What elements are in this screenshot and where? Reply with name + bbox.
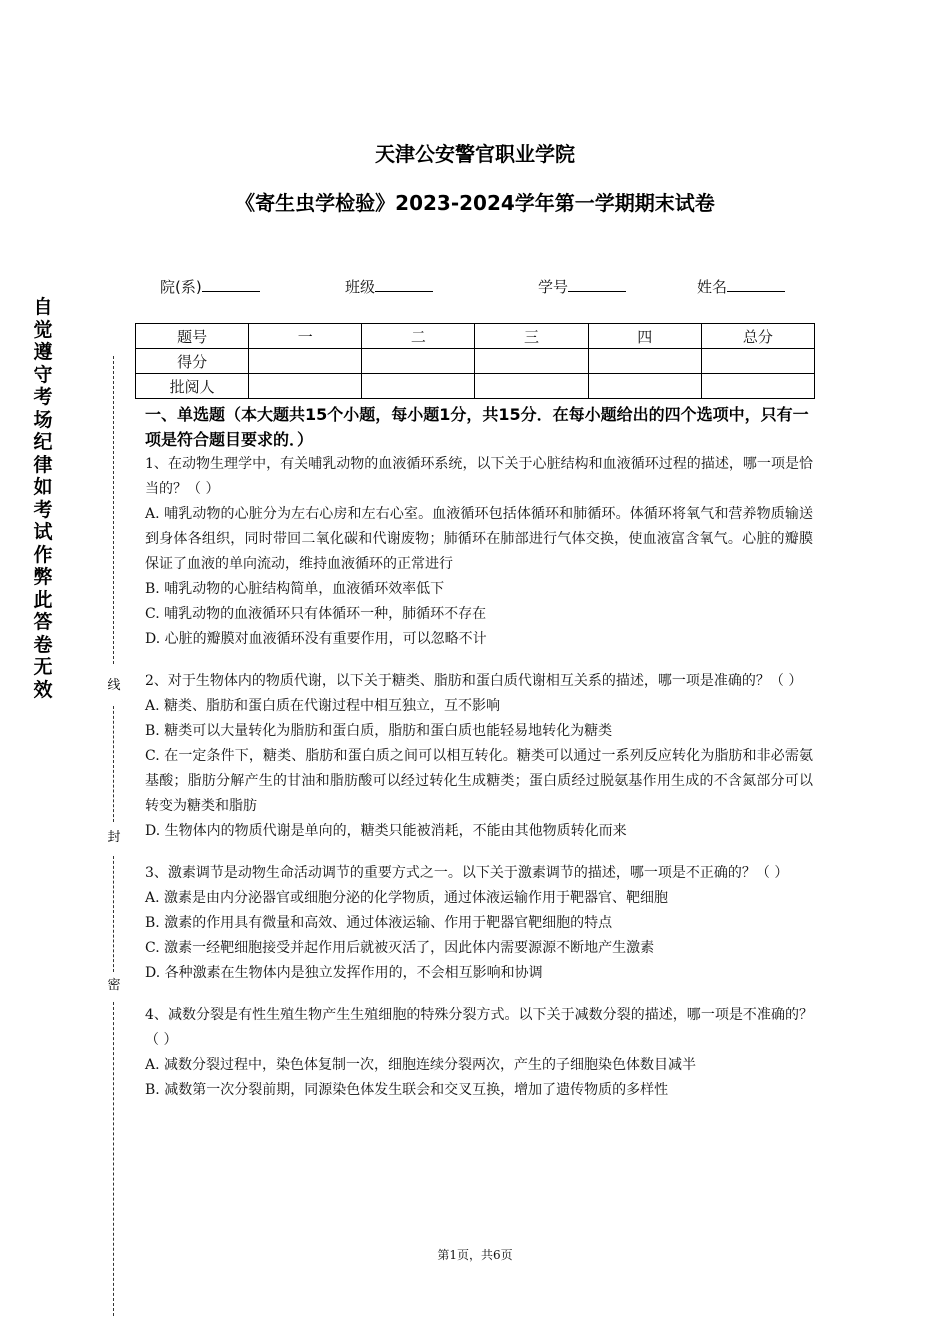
score-header-cell: 三: [475, 324, 588, 349]
question-option: A. 哺乳动物的心脏分为左右心房和左右心室。血液循环包括体循环和肺循环。体循环将氧气和营养物质输送到身体各组织，同时带回二氧化碳和代谢废物；肺循环在肺部进行气体交换，使血液富含氧气。心脏的瓣膜保证了血液的单向流动，维持血液循环的正常进行: [145, 506, 813, 572]
question-option: A. 糖类、脂肪和蛋白质在代谢过程中相互独立，互不影响: [145, 698, 501, 714]
question-option: B. 减数第一次分裂前期，同源染色体发生联会和交叉互换，增加了遗传物质的多样性: [145, 1082, 669, 1098]
question-option: D. 各种激素在生物体内是独立发挥作用的，不会相互影响和协调: [145, 965, 543, 981]
section-heading: 一、单选题（本大题共15个小题，每小题1分，共15分．在每小题给出的四个选项中，只有一项是符合题目要求的．）: [145, 405, 809, 449]
student-id-field: [538, 275, 626, 297]
question-4: [145, 1003, 813, 1103]
question-option: B. 糖类可以大量转化为脂肪和蛋白质，脂肪和蛋白质也能轻易地转化为糖类: [145, 723, 613, 739]
question-option: D. 生物体内的物质代谢是单向的，糖类只能被消耗，不能由其他物质转化而来: [145, 823, 627, 839]
question-stem: 3、激素调节是动物生命活动调节的重要方式之一。以下关于激素调节的描述，哪一项是不正确的？（ ）: [145, 865, 789, 881]
student-info-row: [0, 275, 950, 299]
score-header-cell: 四: [588, 324, 701, 349]
seal-line-dash: [113, 1002, 114, 1316]
question-3: [145, 861, 813, 986]
name-label: 姓名: [697, 278, 728, 296]
score-cell: [588, 349, 701, 374]
score-cell: [475, 374, 588, 399]
class-label: 班级: [345, 278, 376, 296]
seal-char-line: 线: [107, 678, 121, 693]
name-field: [697, 275, 785, 297]
question-option: A. 激素是由内分泌器官或细胞分泌的化学物质，通过体液运输作用于靶器官、靶细胞: [145, 890, 669, 906]
score-row-label: 得分: [136, 349, 249, 374]
score-row-label: 批阅人: [136, 374, 249, 399]
exam-title: 《寄生虫学检验》2023-2024学年第一学期期末试卷: [235, 191, 715, 215]
question-option: B. 哺乳动物的心脏结构简单，血液循环效率低下: [145, 581, 445, 597]
score-cell: [701, 349, 814, 374]
question-option: B. 激素的作用具有微量和高效、通过体液运输、作用于靶器官靶细胞的特点: [145, 915, 613, 931]
page-number: 第1页，共6页: [437, 1248, 513, 1262]
score-cell: [475, 349, 588, 374]
score-table-header-row: [136, 324, 815, 349]
score-table-row: [136, 349, 815, 374]
seal-char-seal: 封: [107, 830, 121, 845]
score-table: [135, 323, 815, 399]
student-id-blank: [568, 275, 626, 292]
question-stem: 2、对于生物体内的物质代谢，以下关于糖类、脂肪和蛋白质代谢相互关系的描述，哪一项是准确的？（ ）: [145, 673, 803, 689]
score-table-row: [136, 374, 815, 399]
exam-content: [145, 402, 813, 1103]
score-cell: [362, 374, 475, 399]
student-id-label: 学号: [538, 278, 569, 296]
question-option: C. 哺乳动物的血液循环只有体循环一种，肺循环不存在: [145, 606, 487, 622]
question-option: D. 心脏的瓣膜对血液循环没有重要作用，可以忽略不计: [145, 631, 487, 647]
score-header-cell: 二: [362, 324, 475, 349]
seal-line-dash: [113, 706, 114, 822]
exam-discipline-warning: 自觉遵守考场纪律如考试作弊此答卷无效: [33, 296, 53, 701]
score-header-cell: 题号: [136, 324, 249, 349]
question-stem: 1、在动物生理学中，有关哺乳动物的血液循环系统，以下关于心脏结构和血液循环过程的描述，哪一项是恰当的？（ ）: [145, 456, 813, 497]
question-option: A. 减数分裂过程中，染色体复制一次，细胞连续分裂两次，产生的子细胞染色体数目减半: [145, 1057, 697, 1073]
dept-blank: [202, 275, 260, 292]
score-cell: [588, 374, 701, 399]
question-2: [145, 669, 813, 844]
class-field: [345, 275, 433, 297]
seal-line-dash: [113, 356, 114, 664]
dept-field: [160, 275, 260, 297]
score-header-cell: 总分: [701, 324, 814, 349]
score-cell: [362, 349, 475, 374]
question-option: C. 激素一经靶细胞接受并起作用后就被灭活了，因此体内需要源源不断地产生激素: [145, 940, 655, 956]
name-blank: [727, 275, 785, 292]
class-blank: [375, 275, 433, 292]
score-cell: [701, 374, 814, 399]
question-stem: 4、减数分裂是有性生殖生物产生生殖细胞的特殊分裂方式。以下关于减数分裂的描述，哪一项是不准确的？（ ）: [145, 1007, 813, 1048]
question-option: C. 在一定条件下，糖类、脂肪和蛋白质之间可以相互转化。糖类可以通过一系列反应转化为脂肪和非必需氨基酸；脂肪分解产生的甘油和脂肪酸可以经过转化生成糖类；蛋白质经过脱氨基作用生成的不含氮部分可以转变为糖类和脂肪: [145, 748, 813, 814]
score-header-cell: 一: [249, 324, 362, 349]
question-1: [145, 452, 813, 652]
seal-line-dash: [113, 856, 114, 972]
institution-title: 天津公安警官职业学院: [375, 142, 575, 166]
dept-label: 院(系): [160, 278, 202, 296]
score-cell: [249, 349, 362, 374]
seal-char-secret: 密: [107, 978, 121, 993]
score-cell: [249, 374, 362, 399]
